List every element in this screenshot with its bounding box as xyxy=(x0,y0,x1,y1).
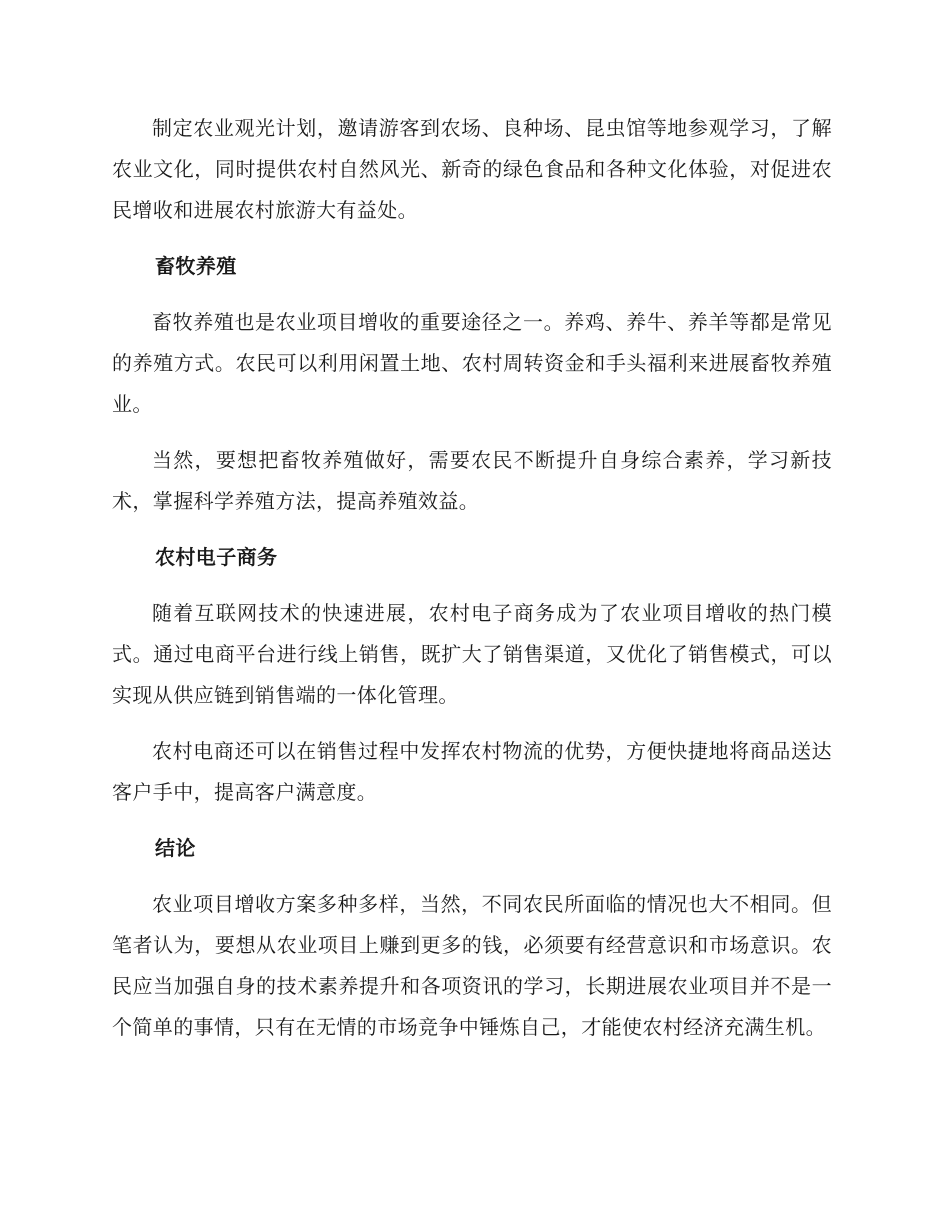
paragraph-conclusion: 农业项目增收方案多种多样，当然，不同农民所面临的情况也大不相同。但笔者认为，要想从农业项目上赚到更多的钱，必须要有经营意识和市场意识。农民应当加强自身的技术素养提升和各项资讯的学习，长期进展农业项目并不是一个简单的事情，只有在无情的市场竞争中锤炼自己，才能使农村经济充满生机。 xyxy=(112,892,832,1039)
heading-conclusion: 结论 xyxy=(155,836,196,860)
paragraph-ecommerce-logistics: 农村电商还可以在销售过程中发挥农村物流的优势，方便快捷地将商品送达客户手中，提高客户满意度。 xyxy=(112,739,832,804)
heading-livestock: 畜牧养殖 xyxy=(155,254,237,278)
paragraph-ecommerce-intro: 随着互联网技术的快速进展，农村电子商务成为了农业项目增收的热门模式。通过电商平台进行线上销售，既扩大了销售渠道，又优化了销售模式，可以实现从供应链到销售端的一体化管理。 xyxy=(112,601,832,707)
document-page xyxy=(112,108,832,1063)
paragraph-livestock-skills: 当然，要想把畜牧养殖做好，需要农民不断提升自身综合素养，学习新技术，掌握科学养殖方法，提高养殖效益。 xyxy=(112,448,832,513)
heading-rural-ecommerce: 农村电子商务 xyxy=(155,545,278,569)
paragraph-agri-tourism: 制定农业观光计划，邀请游客到农场、良种场、昆虫馆等地参观学习，了解农业文化，同时提供农村自然风光、新奇的绿色食品和各种文化体验，对促进农民增收和进展农村旅游大有益处。 xyxy=(112,116,832,222)
paragraph-livestock-intro: 畜牧养殖也是农业项目增收的重要途径之一。养鸡、养牛、养羊等都是常见的养殖方式。农民可以利用闲置土地、农村周转资金和手头福利来进展畜牧养殖业。 xyxy=(112,310,832,416)
